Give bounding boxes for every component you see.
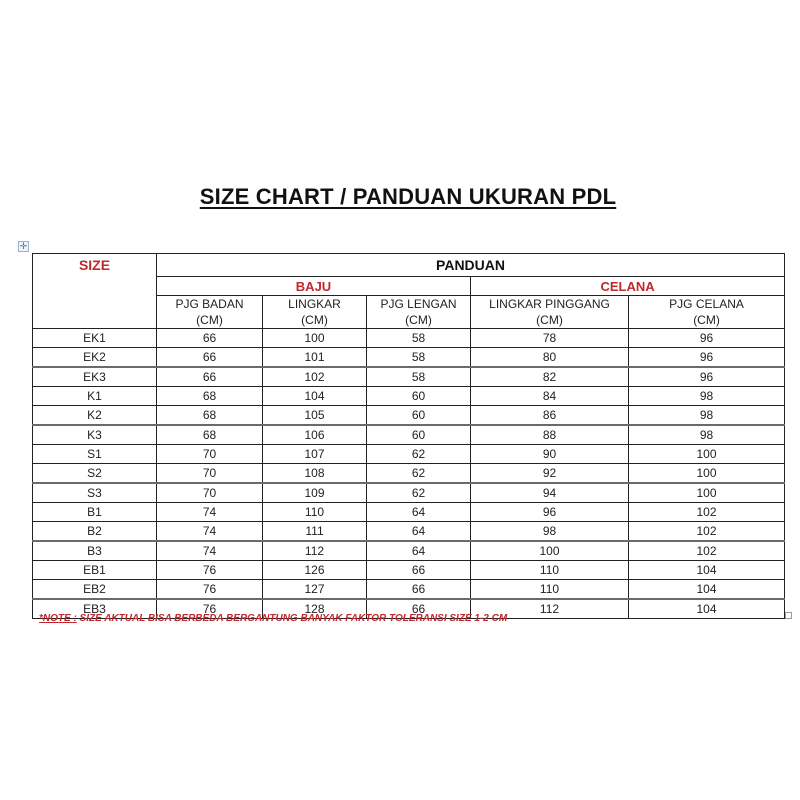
lingkar-pinggang-cell: 84 [471, 387, 629, 406]
lingkar-pinggang-cell: 110 [471, 561, 629, 580]
column-header-lingkar-pinggang [471, 296, 629, 329]
column-unit: (CM) [301, 313, 328, 327]
lingkar-pinggang-cell: 96 [471, 503, 629, 522]
table-row [33, 329, 785, 348]
lingkar-cell: 126 [263, 561, 367, 580]
lingkar-pinggang-cell: 92 [471, 464, 629, 484]
pjg-badan-cell: 74 [157, 541, 263, 561]
celana-group-header: CELANA [471, 277, 785, 296]
lingkar-cell: 127 [263, 580, 367, 600]
pjg-badan-cell: 76 [157, 580, 263, 600]
size-cell: EK2 [33, 348, 157, 368]
column-header-pjg-lengan [367, 296, 471, 329]
size-cell: B1 [33, 503, 157, 522]
pjg-badan-cell: 68 [157, 387, 263, 406]
size-header: SIZE [33, 254, 157, 329]
lingkar-cell: 110 [263, 503, 367, 522]
size-cell: S3 [33, 483, 157, 503]
table-row [33, 503, 785, 522]
pjg-celana-cell: 102 [629, 503, 785, 522]
lingkar-cell: 100 [263, 329, 367, 348]
table-row [33, 483, 785, 503]
column-header-pjg-badan [157, 296, 263, 329]
lingkar-cell: 105 [263, 406, 367, 426]
column-label: PJG LENGAN [380, 297, 457, 311]
size-cell: B3 [33, 541, 157, 561]
lingkar-cell: 107 [263, 445, 367, 464]
table-row [33, 425, 785, 445]
table-resize-handle-icon[interactable] [785, 612, 792, 619]
lingkar-pinggang-cell: 82 [471, 367, 629, 387]
lingkar-cell: 128 [263, 599, 367, 619]
column-header-lingkar [263, 296, 367, 329]
lingkar-cell: 106 [263, 425, 367, 445]
column-label: PJG CELANA [669, 297, 744, 311]
table-row [33, 406, 785, 426]
pjg-celana-cell: 102 [629, 541, 785, 561]
pjg-celana-cell: 104 [629, 580, 785, 600]
pjg-badan-cell: 76 [157, 561, 263, 580]
pjg-celana-cell: 104 [629, 599, 785, 619]
size-chart-table [32, 253, 785, 619]
note-label: *NOTE : [39, 613, 77, 624]
lingkar-cell: 102 [263, 367, 367, 387]
baju-group-header: BAJU [157, 277, 471, 296]
size-cell: EB1 [33, 561, 157, 580]
column-unit: (CM) [405, 313, 432, 327]
pjg-badan-cell: 66 [157, 348, 263, 368]
lingkar-pinggang-cell: 110 [471, 580, 629, 600]
column-unit: (CM) [693, 313, 720, 327]
pjg-badan-cell: 68 [157, 406, 263, 426]
pjg-badan-cell: 70 [157, 464, 263, 484]
pjg-lengan-cell: 60 [367, 387, 471, 406]
lingkar-pinggang-cell: 112 [471, 599, 629, 619]
pjg-badan-cell: 76 [157, 599, 263, 619]
size-cell: EK3 [33, 367, 157, 387]
pjg-celana-cell: 104 [629, 561, 785, 580]
pjg-lengan-cell: 62 [367, 483, 471, 503]
pjg-badan-cell: 70 [157, 445, 263, 464]
table-move-handle-icon[interactable]: ✛ [19, 241, 28, 251]
pjg-celana-cell: 100 [629, 483, 785, 503]
lingkar-cell: 108 [263, 464, 367, 484]
column-unit: (CM) [536, 313, 563, 327]
size-cell: EB3 [33, 599, 157, 619]
lingkar-pinggang-cell: 80 [471, 348, 629, 368]
table-row [33, 348, 785, 368]
pjg-celana-cell: 98 [629, 425, 785, 445]
page-title: SIZE CHART / PANDUAN UKURAN PDL [199, 184, 617, 209]
pjg-lengan-cell: 64 [367, 541, 471, 561]
pjg-badan-cell: 68 [157, 425, 263, 445]
size-cell: S2 [33, 464, 157, 484]
column-unit: (CM) [196, 313, 223, 327]
table-row [33, 445, 785, 464]
column-label: LINGKAR PINGGANG [489, 297, 610, 311]
pjg-lengan-cell: 64 [367, 522, 471, 542]
lingkar-pinggang-cell: 86 [471, 406, 629, 426]
pjg-lengan-cell: 66 [367, 580, 471, 600]
pjg-lengan-cell: 64 [367, 503, 471, 522]
size-cell: EK1 [33, 329, 157, 348]
pjg-celana-cell: 100 [629, 464, 785, 484]
pjg-badan-cell: 66 [157, 367, 263, 387]
pjg-lengan-cell: 66 [367, 599, 471, 619]
table-row [33, 541, 785, 561]
table-row [33, 561, 785, 580]
pjg-badan-cell: 66 [157, 329, 263, 348]
pjg-celana-cell: 100 [629, 445, 785, 464]
pjg-lengan-cell: 58 [367, 367, 471, 387]
lingkar-pinggang-cell: 90 [471, 445, 629, 464]
pjg-lengan-cell: 60 [367, 425, 471, 445]
pjg-lengan-cell: 62 [367, 445, 471, 464]
lingkar-pinggang-cell: 94 [471, 483, 629, 503]
size-cell: S1 [33, 445, 157, 464]
lingkar-pinggang-cell: 100 [471, 541, 629, 561]
column-label: LINGKAR [288, 297, 341, 311]
lingkar-pinggang-cell: 98 [471, 522, 629, 542]
pjg-lengan-cell: 58 [367, 329, 471, 348]
column-header-pjg-celana [629, 296, 785, 329]
lingkar-cell: 109 [263, 483, 367, 503]
table-row [33, 367, 785, 387]
pjg-lengan-cell: 62 [367, 464, 471, 484]
pjg-celana-cell: 96 [629, 348, 785, 368]
pjg-lengan-cell: 66 [367, 561, 471, 580]
lingkar-cell: 101 [263, 348, 367, 368]
size-cell: B2 [33, 522, 157, 542]
table-row [33, 464, 785, 484]
lingkar-cell: 104 [263, 387, 367, 406]
size-cell: EB2 [33, 580, 157, 600]
note-text: SIZE AKTUAL BISA BERBEDA BERGANTUNG BANYAK FAKTOR TOLERANSI SIZE 1-2 CM [76, 613, 508, 624]
pjg-lengan-cell: 58 [367, 348, 471, 368]
column-label: PJG BADAN [175, 297, 244, 311]
size-cell: K3 [33, 425, 157, 445]
pjg-badan-cell: 74 [157, 522, 263, 542]
lingkar-cell: 111 [263, 522, 367, 542]
pjg-celana-cell: 98 [629, 387, 785, 406]
footnote [39, 613, 507, 624]
lingkar-pinggang-cell: 88 [471, 425, 629, 445]
pjg-celana-cell: 96 [629, 367, 785, 387]
lingkar-pinggang-cell: 78 [471, 329, 629, 348]
table-row [33, 522, 785, 542]
panduan-header: PANDUAN [157, 254, 785, 277]
pjg-lengan-cell: 60 [367, 406, 471, 426]
pjg-badan-cell: 70 [157, 483, 263, 503]
pjg-celana-cell: 102 [629, 522, 785, 542]
pjg-celana-cell: 96 [629, 329, 785, 348]
lingkar-cell: 112 [263, 541, 367, 561]
size-cell: K1 [33, 387, 157, 406]
table-row [33, 387, 785, 406]
size-cell: K2 [33, 406, 157, 426]
pjg-celana-cell: 98 [629, 406, 785, 426]
table-row [33, 580, 785, 600]
pjg-badan-cell: 74 [157, 503, 263, 522]
